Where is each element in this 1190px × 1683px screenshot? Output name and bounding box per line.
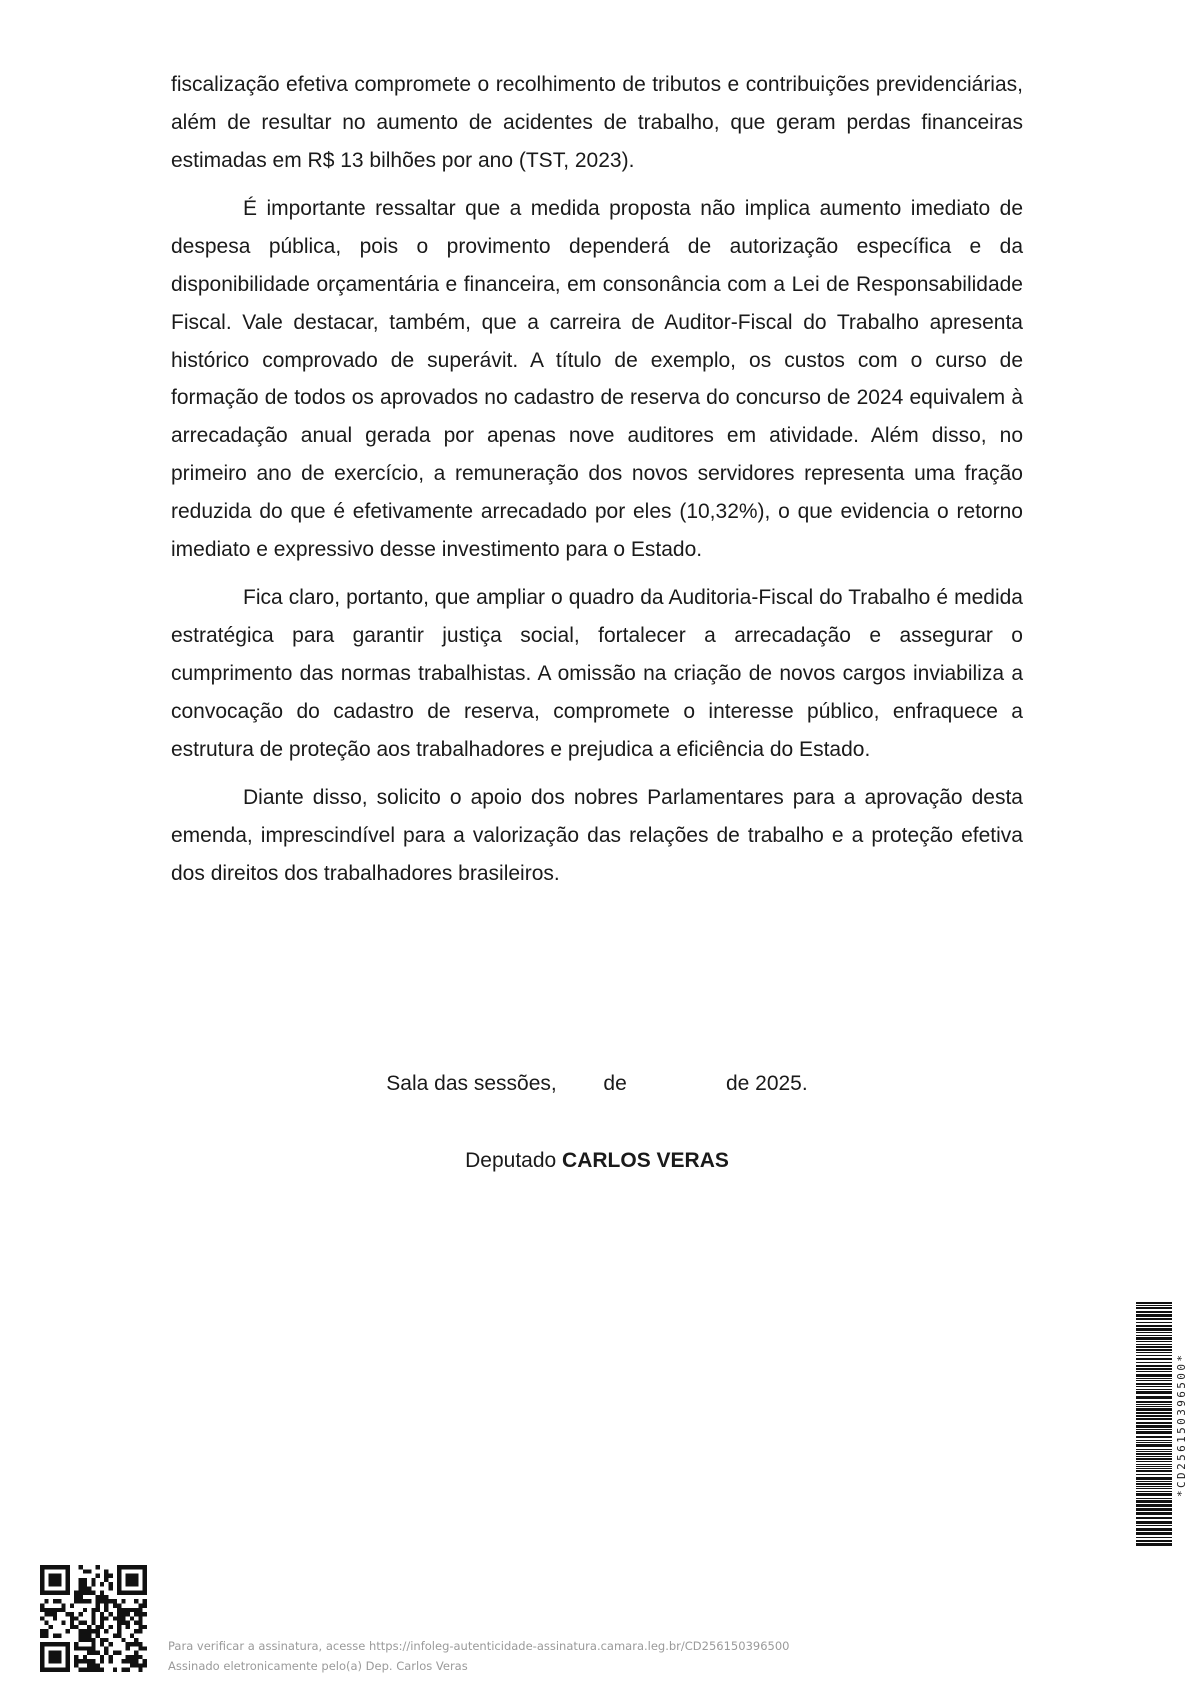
paragraph-conclusion: Fica claro, portanto, que ampliar o quadro da Auditoria-Fiscal do Trabalho é medida estratégica para garantir justiça social, fortalecer a arrecadação e assegurar o cumprimento das normas trabalhistas. A omissão na criação de novos cargos inviabiliza a convocação do cadastro de reserva, compromete o interesse público, enfraquece a estrutura de proteção aos trabalhadores e prejudica a eficiência do Estado. — [171, 586, 1023, 761]
verify-url-line: Para verificar a assinatura, acesse https://infoleg-autenticidade-assinatura.camara.leg.br/CD256150396500 — [168, 1639, 790, 1653]
session-date-line — [171, 1069, 1023, 1099]
signer-title: Deputado — [465, 1149, 557, 1172]
signed-by-line: Assinado eletronicamente pelo(a) Dep. Carlos Veras — [168, 1659, 468, 1673]
barcode-icon — [1136, 1302, 1172, 1547]
barcode-code-text: *CD256150396500* — [1175, 1352, 1188, 1497]
signer-name: CARLOS VERAS — [562, 1149, 729, 1172]
document-body — [171, 66, 1023, 904]
paragraph-continuation: fiscalização efetiva compromete o recolhimento de tributos e contribuições previdenciárias, além de resultar no aumento de acidentes de trabalho, que geram perdas financeiras estimadas em R$ 13 bilhões por ano (TST, 2023). — [171, 73, 1023, 172]
signature-line — [171, 1146, 1023, 1176]
session-date-text: Sala das sessões, de de 2025. — [386, 1072, 808, 1095]
verification-footer — [168, 1636, 789, 1676]
qr-code-icon — [40, 1565, 147, 1672]
paragraph-fiscal-impact: É importante ressaltar que a medida proposta não implica aumento imediato de despesa pública, pois o provimento dependerá de autorização específica e da disponibilidade orçamentária e financeira, em consonância com a Lei de Responsabilidade Fiscal. Vale destacar, também, que a carreira de Auditor-Fiscal do Trabalho apresenta histórico comprovado de superávit. A título de exemplo, os custos com o curso de formação de todos os aprovados no cadastro de reserva do concurso de 2024 equivalem à arrecadação anual gerada por apenas nove auditores em atividade. Além disso, no primeiro ano de exercício, a remuneração dos novos servidores representa uma fração reduzida do que é efetivamente arrecadado por eles (10,32%), o que evidencia o retorno imediato e expressivo desse investimento para o Estado. — [171, 197, 1023, 561]
paragraph-request: Diante disso, solicito o apoio dos nobres Parlamentares para a aprovação desta emenda, imprescindível para a valorização das relações de trabalho e a proteção efetiva dos direitos dos trabalhadores brasileiros. — [171, 786, 1023, 885]
